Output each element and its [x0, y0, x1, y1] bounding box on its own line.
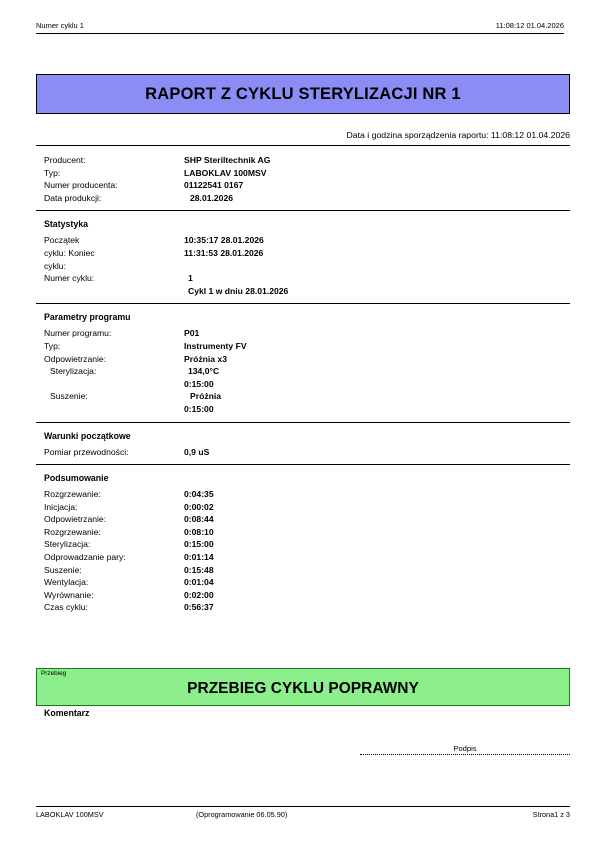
table-row: [36, 513, 570, 526]
row-value: 10:35:17 28.01.2026: [184, 235, 264, 246]
table-row: [36, 260, 570, 273]
row-label: [36, 378, 184, 391]
row-value: 0:15:00: [184, 403, 214, 414]
page-title: RAPORT Z CYKLU STERYLIZACJI NR 1: [145, 84, 461, 103]
footer-software-version: (Oprogramowanie 06.05.90): [196, 810, 288, 819]
row-value: 0:01:14: [184, 552, 214, 563]
row-value: 28.01.2026: [190, 192, 234, 203]
signature-line: [360, 754, 570, 755]
row-value: SHP Steriltechnik AG: [184, 155, 271, 165]
table-row: [36, 154, 570, 167]
section-summary: [36, 465, 570, 620]
table-row: [36, 564, 570, 577]
summary-rows: [36, 485, 570, 614]
table-row: [36, 378, 570, 391]
report-title-banner: [36, 74, 570, 114]
table-row: [36, 192, 570, 205]
row-label: Odprowadzanie pary:: [44, 552, 126, 563]
row-label: Odpowietrzanie:: [44, 514, 107, 525]
result-banner-caption: Przebieg: [41, 670, 67, 677]
table-row: [36, 501, 570, 514]
row-label: Pomiar przewodności:: [44, 446, 129, 457]
table-row: [36, 353, 570, 366]
table-row: [36, 576, 570, 589]
row-label: Rozgrzewanie:: [44, 526, 101, 537]
table-row: [36, 247, 570, 260]
row-value: 0:15:00: [184, 539, 214, 550]
row-value: 0:15:00: [184, 378, 214, 389]
table-row: [36, 538, 570, 551]
statistics-rows: [36, 231, 570, 297]
row-value: 11:31:53 28.01.2026: [184, 247, 264, 258]
row-value: 0:04:35: [184, 489, 214, 500]
row-label: Inicjacja:: [44, 501, 78, 512]
signature-area: [360, 744, 570, 755]
report-generation-date: Data i godzina sporządzenia raportu: 11:08:12 01.04.2026: [346, 130, 570, 140]
table-row: [36, 390, 570, 403]
row-value: Próżnia x3: [184, 353, 227, 364]
section-title: Podsumowanie: [44, 473, 109, 484]
report-content: [36, 145, 570, 620]
section-initial-conditions: [36, 423, 570, 465]
row-label: Odpowietrzanie:: [44, 353, 107, 364]
section-title: Statystyka: [44, 219, 89, 230]
row-label: Numer producenta:: [44, 180, 118, 191]
table-row: [36, 551, 570, 564]
table-row: [36, 601, 570, 614]
row-label: Producent:: [44, 155, 86, 165]
row-value: 0:08:44: [184, 514, 214, 525]
row-value: 0,9 uS: [184, 446, 210, 457]
row-label: Sterylizacja:: [44, 539, 91, 550]
row-label: Typ:: [44, 340, 61, 351]
row-value: 0:01:04: [184, 577, 214, 588]
comment-title: Komentarz: [44, 708, 90, 718]
table-row: [36, 285, 570, 298]
section-title: Warunki początkowe: [44, 430, 131, 441]
row-label: Sterylizacja:: [50, 366, 97, 377]
table-row: [36, 403, 570, 416]
table-row: [36, 488, 570, 501]
manufacturer-rows: [36, 151, 570, 204]
row-value: 0:15:48: [184, 564, 214, 575]
section-title: Parametry programu: [44, 312, 131, 323]
table-row: [36, 589, 570, 602]
table-row: [36, 340, 570, 353]
table-row: [36, 234, 570, 247]
table-row: [36, 179, 570, 192]
row-label: Czas cyklu:: [44, 602, 88, 613]
status-badge: PRZEBIEG CYKLU POPRAWNY: [187, 680, 419, 697]
footer-device-name: LABOKLAV 100MSV: [36, 810, 104, 819]
row-label: Wentylacja:: [44, 577, 89, 588]
header-cycle-number: Numer cyklu 1: [36, 21, 84, 30]
header-timestamp: 11:08:12 01.04.2026: [495, 21, 564, 30]
row-label: [36, 285, 184, 298]
row-label: [36, 403, 184, 416]
row-label: cyklu:: [44, 260, 66, 271]
row-value: 0:56:37: [184, 602, 214, 613]
footer-page-number: Strona1 z 3: [532, 810, 570, 819]
row-label: Suszenie:: [44, 564, 82, 575]
initial-conditions-rows: [36, 443, 570, 459]
table-row: [36, 365, 570, 378]
row-value: Instrumenty FV: [184, 340, 247, 351]
row-value: 134,0°C: [188, 366, 220, 377]
row-label: Początek: [44, 235, 80, 246]
row-label: cyklu: Koniec: [44, 247, 95, 258]
section-manufacturer: [36, 146, 570, 210]
row-label: Numer programu:: [44, 328, 112, 339]
row-value: 01122541 0167: [184, 180, 244, 191]
cycle-result-banner: [36, 668, 570, 706]
table-row: [36, 327, 570, 340]
row-value: P01: [184, 328, 200, 339]
row-label: Numer cyklu:: [44, 273, 95, 284]
row-label: Typ:: [44, 167, 61, 178]
row-label: Rozgrzewanie:: [44, 489, 101, 500]
program-parameters-rows: [36, 324, 570, 415]
section-statistics: [36, 211, 570, 303]
table-row: [36, 272, 570, 285]
row-value: 0:00:02: [184, 501, 214, 512]
row-value: 1: [188, 273, 193, 284]
row-value: Próżnia: [190, 391, 222, 402]
row-value: 0:08:10: [184, 526, 214, 537]
document-header: [36, 22, 564, 34]
row-label: Data produkcji:: [44, 192, 102, 203]
table-row: [36, 526, 570, 539]
row-value: Cykl 1 w dniu 28.01.2026: [188, 285, 289, 296]
document-footer: [36, 806, 570, 819]
row-label: Wyrównanie:: [44, 589, 94, 600]
table-row: [36, 167, 570, 180]
row-label: Suszenie:: [50, 391, 88, 402]
row-value: 0:02:00: [184, 589, 214, 600]
table-row: [36, 446, 570, 459]
signature-label: Podpis: [453, 744, 477, 753]
section-program-parameters: [36, 304, 570, 421]
row-value: LABOKLAV 100MSV: [184, 167, 267, 178]
